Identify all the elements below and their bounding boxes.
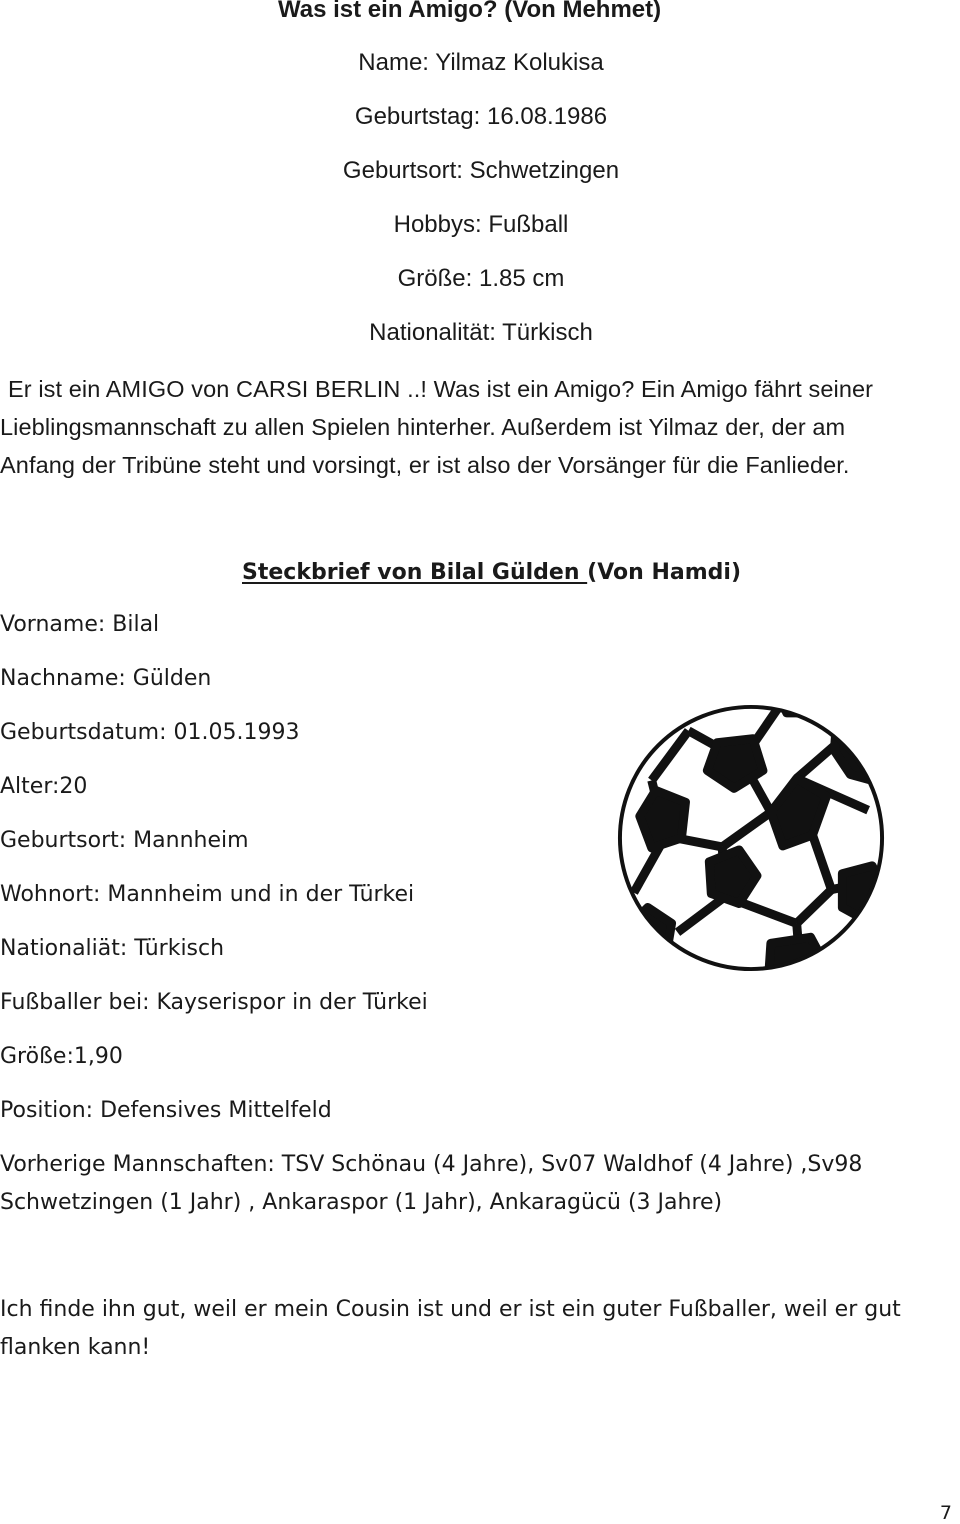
steckbrief-title-name: Steckbrief von Bilal Gülden <box>242 560 588 585</box>
amigo-title: Was ist ein Amigo? (Von Mehmet) <box>278 0 662 23</box>
soccer-ball-icon <box>612 698 890 978</box>
amigo-paragraph-line: Er ist ein AMIGO von CARSI BERLIN ..! Was ist ein Amigo? Ein Amigo fährt seiner <box>8 376 874 402</box>
amigo-nationality: Nationalität: Türkisch <box>369 319 593 346</box>
field-nationalitaet: Nationaliät: Türkisch <box>0 936 225 961</box>
amigo-birthplace: Geburtsort: Schwetzingen <box>342 157 620 184</box>
opinion-line: Ich finde ihn gut, weil er mein Cousin ist und er ist ein guter Fußballer, weil er gut <box>0 1297 901 1322</box>
field-position: Position: Defensives Mittelfeld <box>0 1098 332 1123</box>
field-verein: Fußballer bei: Kayserispor in der Türkei <box>0 990 428 1015</box>
field-geburtsdatum: Geburtsdatum: 01.05.1993 <box>0 720 300 745</box>
amigo-hobbies: Hobbys: Fußball <box>393 211 569 238</box>
field-nachname: Nachname: Gülden <box>0 666 212 691</box>
amigo-name: Name: Yilmaz Kolukisa <box>358 49 604 76</box>
field-wohnort: Wohnort: Mannheim und in der Türkei <box>0 882 415 907</box>
field-groesse: Größe:1,90 <box>0 1044 123 1069</box>
field-vorname: Vorname: Bilal <box>0 612 160 637</box>
steckbrief-title <box>242 560 741 585</box>
steckbrief-title-author: (Von Hamdi) <box>587 560 742 585</box>
page-number: 7 <box>939 1502 952 1524</box>
amigo-birthday: Geburtstag: 16.08.1986 <box>354 103 608 130</box>
field-alter: Alter:20 <box>0 774 88 799</box>
amigo-paragraph-line: Anfang der Tribüne steht und vorsingt, er ist also der Vorsänger für die Fanlieder. <box>0 452 850 478</box>
amigo-height: Größe: 1.85 cm <box>397 265 565 292</box>
amigo-paragraph-line: Lieblingsmannschaft zu allen Spielen hinterher. Außerdem ist Yilmaz der, der am <box>0 414 846 440</box>
opinion-line: flanken kann! <box>0 1335 151 1360</box>
field-geburtsort: Geburtsort: Mannheim <box>0 828 249 853</box>
previous-teams-line: Vorherige Mannschaften: TSV Schönau (4 Jahre), Sv07 Waldhof (4 Jahre) ,Sv98 <box>0 1152 863 1177</box>
previous-teams-line: Schwetzingen (1 Jahr) , Ankaraspor (1 Jahr), Ankaragücü (3 Jahre) <box>0 1190 723 1215</box>
